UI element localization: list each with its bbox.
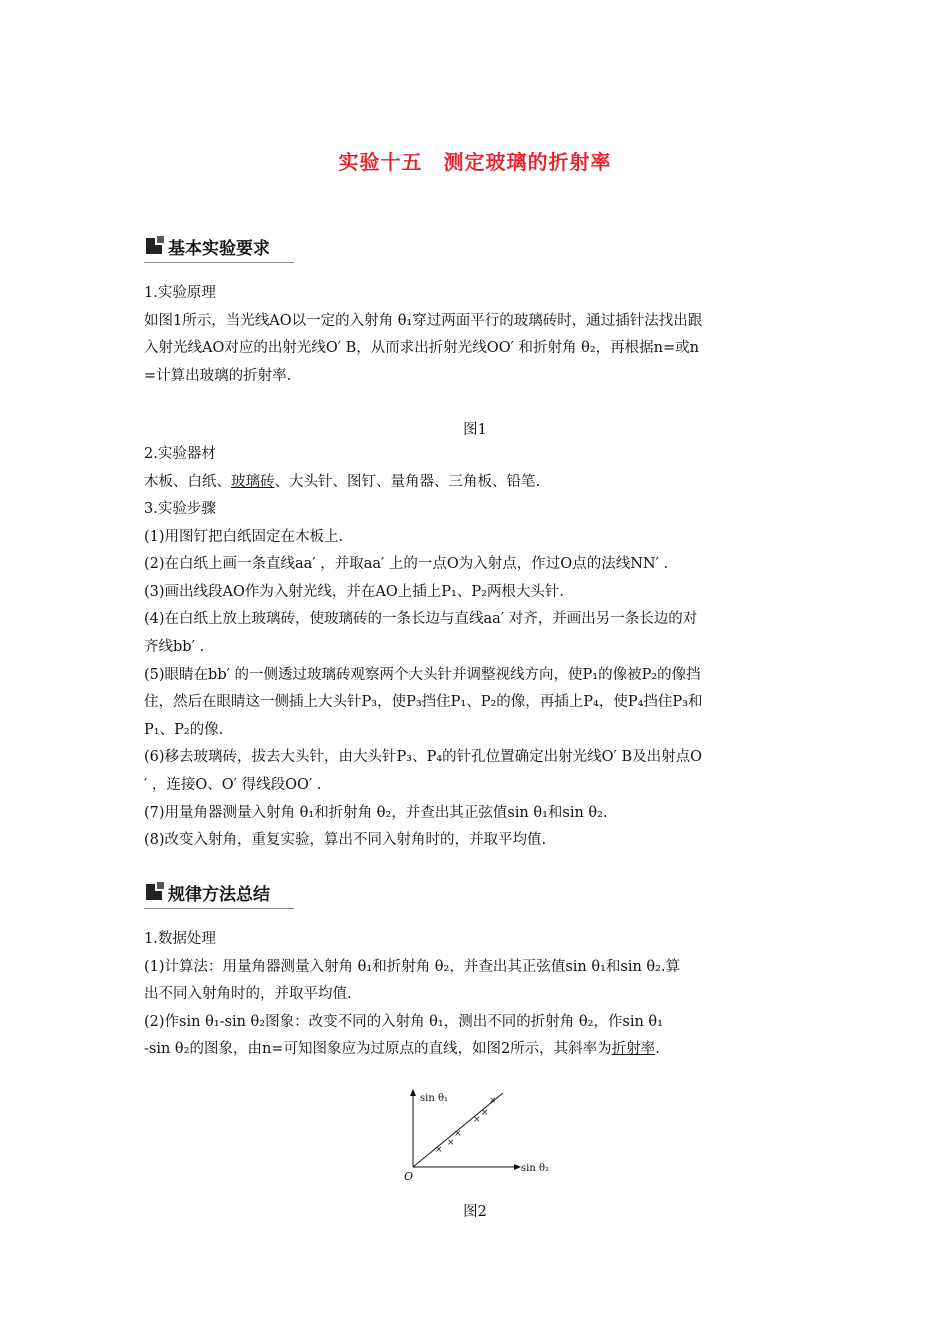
section-heading-label: 规律方法总结 — [168, 885, 270, 905]
x-axis-arrow-icon — [514, 1164, 521, 1170]
text-line: 如图1所示，当光线AO以一定的入射角 θ₁穿过两面平行的玻璃砖时，通过插针法找出跟 — [144, 312, 703, 329]
text-line: P₁、P₂的像. — [144, 721, 224, 738]
text-line: (3)画出线段AO作为入射光线，并在AO上插上P₁、P₂两根大头针. — [144, 583, 565, 600]
text-line: ′ ，连接O、O′ 得线段OO′ . — [144, 776, 322, 793]
materials-text: 木板、白纸、 — [144, 473, 231, 490]
text-line: 入射光线AO对应的出射光线O′ B，从而求出折射光线OO′ 和折射角 θ₂，再根据n=或n — [144, 340, 699, 357]
section-heading-basic-requirements — [144, 236, 294, 263]
text-line: (4)在白纸上放上玻璃砖，使玻璃砖的一条长边与直线aa′ 对齐，并画出另一条长边的对 — [144, 611, 698, 628]
text-line: 住，然后在眼睛这一侧插上大头针P₃，使P₃挡住P₁、P₂的像，再插上P₄，使P₄挡住P₃和 — [144, 694, 703, 711]
figure2-graph — [395, 1085, 565, 1185]
materials-text: 、大头针、图钉、量角器、三角板、铅笔. — [274, 473, 541, 490]
text-line: =计算出玻璃的折射率. — [144, 367, 292, 384]
figure1-caption: 图1 — [463, 422, 487, 438]
principle-paragraph — [144, 280, 810, 390]
text-line: (2)作sin θ₁-sin θ₂图象：改变不同的入射角 θ₁，测出不同的折射角 θ₂，作sin θ₁ — [144, 1013, 663, 1030]
text-line: (5)眼睛在bb′ 的一侧透过玻璃砖观察两个大头针并调整视线方向，使P₁的像被P₂的像挡 — [144, 666, 701, 683]
data-point-mark: × — [481, 1108, 489, 1118]
text-line: (8)改变入射角，重复实验，算出不同入射角时的，并取平均值. — [144, 832, 547, 849]
text-line: (2)在白纸上画一条直线aa′ ，并取aa′ 上的一点O为入射点，作过O点的法线NN′ . — [144, 556, 669, 573]
text-line: 2.实验器材 — [144, 446, 216, 462]
section-heading-label: 基本实验要求 — [168, 239, 270, 259]
section-marker-icon — [146, 238, 162, 254]
data-point-mark: × — [489, 1096, 497, 1106]
y-axis-arrow-icon — [410, 1089, 416, 1096]
text-line: 1.实验原理 — [144, 285, 216, 301]
section-heading-method-summary — [144, 882, 294, 909]
text-line: 出不同入射角时的，并取平均值. — [144, 986, 352, 1003]
text-line: (1)用图钉把白纸固定在木板上. — [144, 528, 344, 545]
materials-line — [144, 469, 810, 497]
y-axis-label: sin θ₁ — [420, 1093, 448, 1104]
text-segment: -sin θ₂的图象，由n=可知图象应为过原点的直线，如图2所示，其斜率为 — [144, 1041, 612, 1058]
figure2-caption: 图2 — [463, 1204, 487, 1220]
materials-underlined: 玻璃砖 — [231, 473, 275, 490]
text-line: (6)移去玻璃砖，拔去大头针，由大头针P₃、P₄的针孔位置确定出射光线O′ B及出射点O — [144, 749, 703, 766]
data-point-mark: × — [473, 1115, 481, 1125]
data-processing-paragraph — [144, 926, 810, 1064]
data-point-mark: × — [435, 1145, 443, 1155]
page-title: 实验十五 测定玻璃的折射率 — [338, 150, 612, 174]
text-segment: . — [655, 1041, 660, 1058]
underlined-answer: 折射率 — [611, 1041, 656, 1058]
text-line: 3.实验步骤 — [144, 501, 216, 517]
text-line: 齐线bb′ . — [144, 638, 205, 655]
text-line: (7)用量角器测量入射角 θ₁和折射角 θ₂，并查出其正弦值sin θ₁和sin θ₂. — [144, 804, 608, 821]
materials-paragraph — [144, 441, 810, 496]
text-line: 1.数据处理 — [144, 931, 216, 947]
data-point-mark: × — [454, 1129, 462, 1139]
steps-paragraph — [144, 496, 810, 855]
text-line: (1)计算法：用量角器测量入射角 θ₁和折射角 θ₂，并查出其正弦值sin θ₁和sin θ₂.算 — [144, 958, 681, 975]
data-point-mark: × — [447, 1138, 455, 1148]
text-line — [144, 1036, 810, 1064]
origin-label: O — [404, 1170, 414, 1183]
section-marker-icon — [146, 884, 162, 900]
x-axis-label: sin θ₂ — [521, 1163, 549, 1174]
